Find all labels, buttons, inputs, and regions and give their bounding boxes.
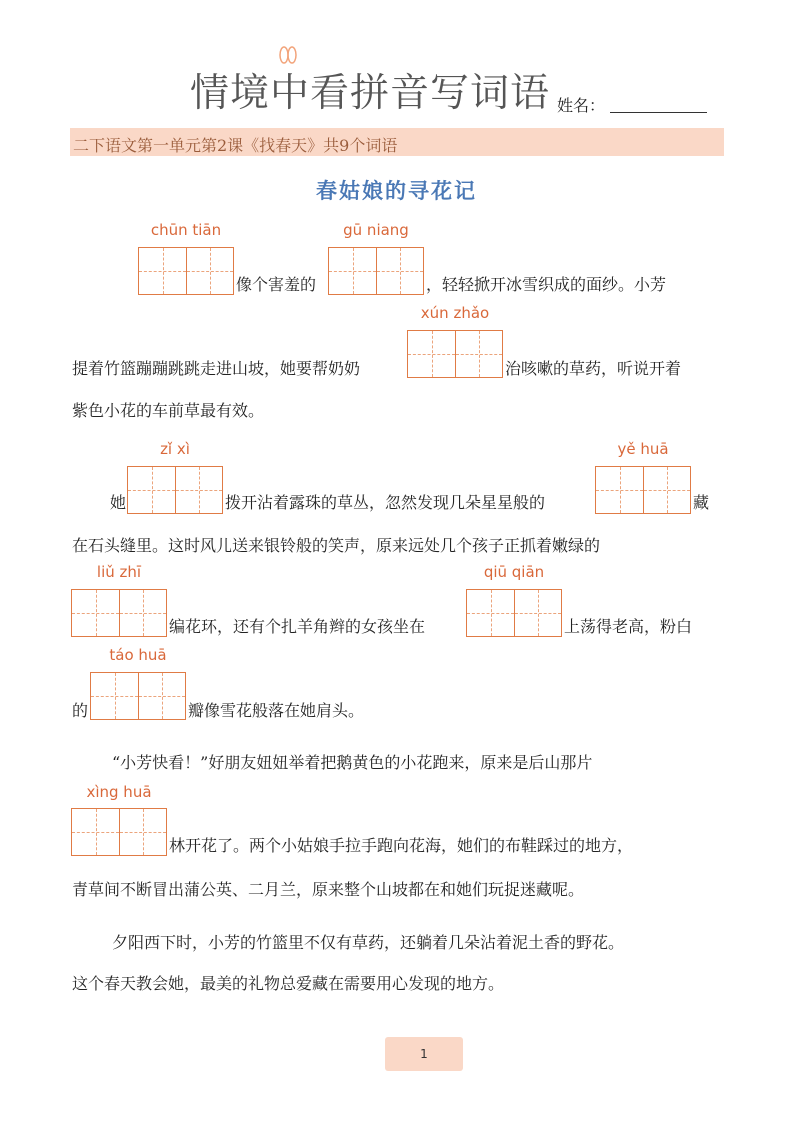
story-text: 在石头缝里。这时风儿送来银铃般的笑声，原来远处几个孩子正抓着嫩绿的 — [72, 536, 601, 555]
lesson-banner-text: 二下语文第一单元第2课《找春天》共9个词语 — [73, 136, 398, 155]
pinyin-label: yě huā — [617, 440, 669, 458]
writing-box[interactable] — [127, 466, 223, 514]
story-text: 这个春天教会她，最美的礼物总爱藏在需要用心发现的地方。 — [72, 974, 505, 993]
story-text: 夕阳西下时，小芳的竹篮里不仅有草药，还躺着几朵沾着泥土香的野花。 — [112, 933, 625, 952]
name-field-line[interactable] — [610, 112, 707, 113]
story-text: 像个害羞的 — [236, 275, 317, 294]
story-text: 瓣像雪花般落在她肩头。 — [188, 701, 365, 720]
writing-box[interactable] — [138, 247, 234, 295]
writing-box[interactable] — [71, 589, 167, 637]
writing-box[interactable] — [71, 808, 167, 856]
writing-box[interactable] — [466, 589, 562, 637]
story-text: ，轻轻掀开冰雪织成的面纱。小芳 — [426, 275, 667, 294]
story-text: 青草间不断冒出蒲公英、二月兰，原来整个山坡都在和她们玩捉迷藏呢。 — [72, 880, 585, 899]
pinyin-label: zǐ xì — [160, 440, 190, 458]
page-number: 1 — [385, 1037, 463, 1071]
worksheet-logo: 情境中看拼音写词语 — [190, 71, 551, 116]
story-text: 她 — [110, 493, 127, 512]
name-label: 姓名： — [557, 96, 606, 115]
story-text: 拨开沾着露珠的草丛，忽然发现几朵星星般的 — [225, 493, 546, 512]
pinyin-label: gū niang — [343, 221, 409, 239]
pinyin-label: chūn tiān — [150, 221, 222, 239]
story-text: 编花环，还有个扎羊角辫的女孩坐在 — [169, 617, 426, 636]
story-text: 提着竹篮蹦蹦跳跳走进山坡，她要帮奶奶 — [72, 359, 361, 378]
pinyin-label: táo huā — [109, 646, 167, 664]
pinyin-label: qiū qiān — [483, 563, 545, 581]
story-text: 治咳嗽的草药，听说开着 — [505, 359, 682, 378]
story-text: “小芳快看！”好朋友妞妞举着把鹅黄色的小花跑来，原来是后山那片 — [112, 753, 593, 772]
writing-box[interactable] — [407, 330, 503, 378]
story-text: 上荡得老高，粉白 — [564, 617, 693, 636]
pinyin-label: xún zhǎo — [420, 304, 490, 322]
pinyin-label: xìng huā — [86, 783, 152, 801]
story-text: 的 — [72, 701, 89, 720]
writing-box[interactable] — [90, 672, 186, 720]
writing-box[interactable] — [328, 247, 424, 295]
story-text: 林开花了。两个小姑娘手拉手跑向花海，她们的布鞋踩过的地方， — [169, 836, 634, 855]
story-title: 春姑娘的寻花记 — [316, 178, 477, 203]
story-text: 紫色小花的车前草最有效。 — [72, 401, 265, 420]
story-text: 藏 — [693, 493, 710, 512]
pinyin-label: liǔ zhī — [96, 563, 142, 581]
writing-box[interactable] — [595, 466, 691, 514]
